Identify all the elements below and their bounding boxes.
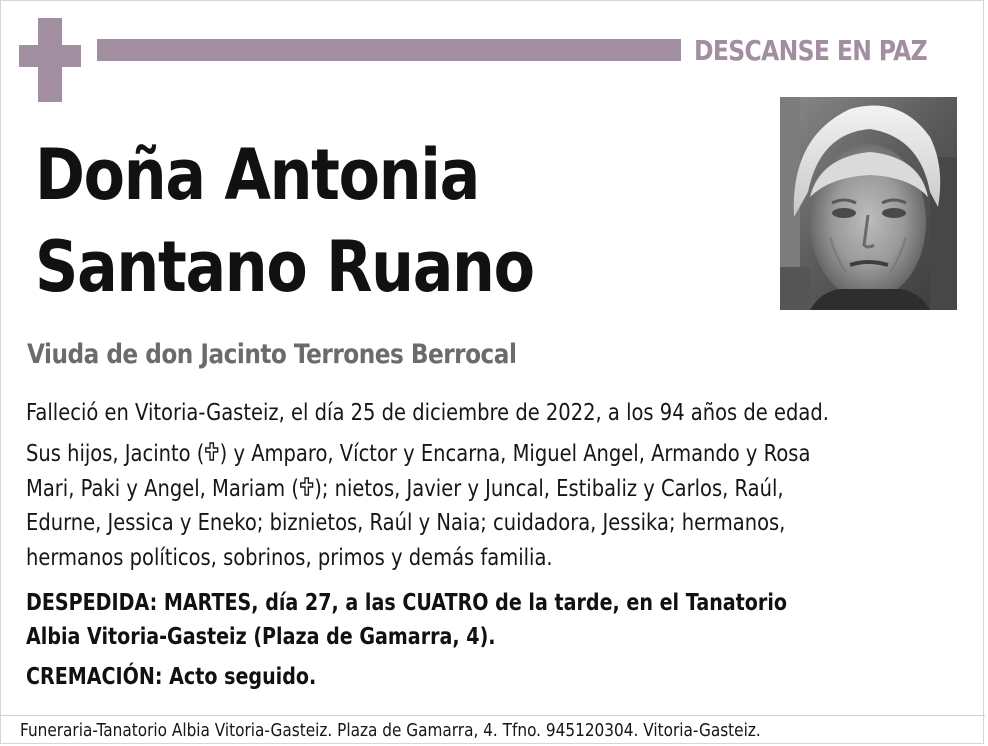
family-line-3: Edurne, Jessica y Eneko; biznietos, Raúl y Naia; cuidadora, Jessika; hermanos, xyxy=(26,510,786,536)
name-line-2: Santano Ruano xyxy=(35,226,534,308)
cremation-note: CREMACIÓN: Acto seguido. xyxy=(26,664,317,690)
family-line-1: Sus hijos, Jacinto ( ) y Amparo, Víctor y Encarna, Miguel Angel, Armando y Rosa xyxy=(26,437,810,472)
name-line-1: Doña Antonia xyxy=(35,134,479,216)
cross-icon xyxy=(19,18,81,102)
farewell-line-1: DESPEDIDA: MARTES, día 27, a las CUATRO de la tarde, en el Tanatorio xyxy=(26,590,787,616)
footer-divider xyxy=(1,715,985,716)
cross-icon xyxy=(204,437,219,472)
header-label: DESCANSE EN PAZ xyxy=(694,34,928,67)
family-line-2: Mari, Paki y Angel, Mariam ( ); nietos, Javier y Juncal, Estibaliz y Carlos, Raúl, xyxy=(26,472,810,507)
farewell-details xyxy=(26,586,787,654)
funeral-home-footer: Funeraria-Tanatorio Albia Vitoria-Gasteiz. Plaza de Gamarra, 4. Tfno. 945120304. Vitoria-Gasteiz. xyxy=(20,720,761,741)
farewell-line-2: Albia Vitoria-Gasteiz (Plaza de Gamarra, 4). xyxy=(26,624,496,650)
family-line-4: hermanos políticos, sobrinos, primos y demás familia. xyxy=(26,544,553,571)
death-notice: Falleció en Vitoria-Gasteiz, el día 25 de diciembre de 2022, a los 94 años de edad. xyxy=(26,400,829,426)
cross-icon xyxy=(299,472,314,507)
header-rule xyxy=(97,39,681,61)
widow-subtitle: Viuda de don Jacinto Terrones Berrocal xyxy=(27,339,517,370)
deceased-name xyxy=(35,129,534,313)
family-list xyxy=(26,437,810,575)
portrait-photo xyxy=(780,97,957,310)
